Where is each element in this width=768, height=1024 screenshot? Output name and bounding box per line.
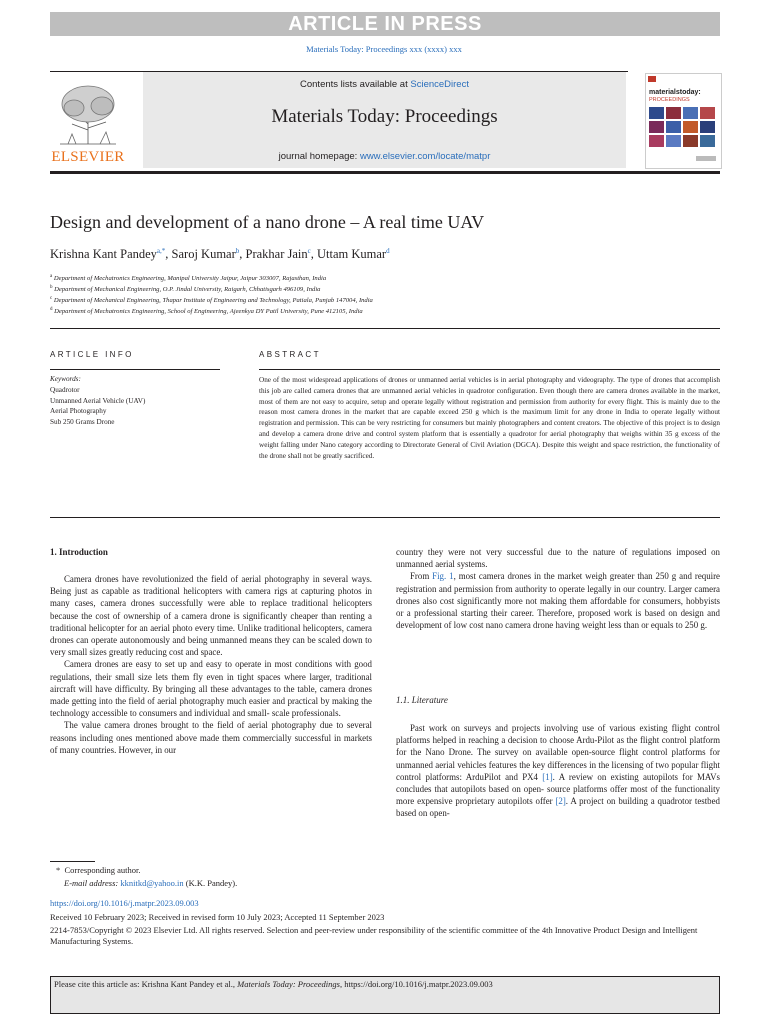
abstract-rule	[259, 369, 720, 370]
affiliation-marker: d	[50, 307, 53, 312]
publisher-wordmark: ELSEVIER	[51, 149, 125, 165]
paragraph: Camera drones are easy to set up and easy to operate in most conditions with good regulations, their small size lets them fly even in tight spaces where larger, traditional aircraft will have difficulty. By bringing all these advantages to the table, camera drones made getting into the field of aerial photography much easier and practical by making the technology accessible to consumers and individual and small- scale professionals.	[50, 659, 372, 719]
article-in-press-banner: ARTICLE IN PRESS	[50, 12, 720, 36]
paragraph: The value camera drones brought to the field of aerial photography due to several reasons including ones mentioned above made them commercially successful in markets of many countries. However, in our	[50, 720, 372, 755]
keyword: Aerial Photography	[50, 407, 107, 416]
affiliation-item	[50, 274, 326, 282]
reference-1-link[interactable]: [1]	[542, 771, 553, 782]
text-run: . A project on building a quadrotor testbed based on open-	[396, 796, 720, 819]
cover-title-1: materialstoday:	[649, 89, 701, 96]
reference-2-link[interactable]: [2]	[555, 796, 566, 807]
literature-column	[396, 722, 720, 820]
affiliation-text: Department of Mechanical Engineering, O.P. Jindal University, Raigarh, Chhatisgarh 496109, India	[54, 286, 321, 294]
email-note	[64, 878, 237, 888]
cite-suffix: , https://doi.org/10.1016/j.matpr.2023.09.003	[339, 979, 493, 989]
author-name: Krishna Kant Pandey	[50, 247, 157, 262]
corresponding-author-note	[56, 865, 141, 875]
sciencedirect-link[interactable]: ScienceDirect	[410, 79, 469, 90]
email-label: E-mail address:	[64, 878, 121, 888]
affiliation-marker: a	[50, 274, 53, 279]
corresponding-text: Corresponding author.	[64, 865, 141, 875]
doi-line	[50, 898, 199, 908]
asterisk-marker: *	[56, 865, 65, 875]
cover-title-2: PROCEEDINGS	[649, 97, 690, 103]
copyright-notice: 2214-7853/Copyright © 2023 Elsevier Ltd. All rights reserved. Selection and peer-review under responsibility of the scientific committee of the 4th Innovative Product Design and Intelligent Manufacturing Systems.	[50, 925, 698, 946]
keywords-label: Keywords:	[50, 375, 81, 383]
figure-1-link[interactable]: Fig. 1	[432, 571, 454, 582]
footnote-rule	[50, 861, 95, 862]
article-info-rule	[50, 369, 220, 370]
affiliation-marker: b	[50, 285, 53, 290]
keyword: Quadrotor	[50, 385, 80, 394]
author-affiliation-marker[interactable]: a,*	[156, 247, 166, 255]
author-affiliation-marker[interactable]: c	[307, 247, 311, 255]
contents-line	[143, 79, 626, 90]
keyword: Sub 250 Grams Drone	[50, 418, 115, 427]
keywords-block	[50, 374, 145, 428]
text-run: , most camera drones in the market weigh greater than 250 g and require registration and permission from authority to operate legally in our country. Larger camera drones also cost significantly more not making them affordable for consumers, hobbyists or a professional starting their career. Therefore, proposed work is based on design and development of low cost nano camera drone having weight less than or equals to 250 g.	[396, 571, 720, 631]
left-column	[50, 573, 372, 756]
abstract-bottom-rule	[50, 517, 720, 518]
author-name: Uttam Kumar	[317, 247, 387, 262]
journal-homepage-line	[143, 151, 626, 162]
received-dates: Received 10 February 2023; Received in revised form 10 July 2023; Accepted 11 September 2023	[50, 912, 385, 922]
article-title: Design and development of a nano drone – A real time UAV	[50, 212, 485, 232]
contents-prefix: Contents lists available at	[300, 79, 411, 90]
affiliation-text: Department of Mechanical Engineering, Thapar Institute of Engineering and Technology, Patiala, Punjab 147004, India	[53, 297, 373, 305]
header-divider	[50, 328, 720, 329]
doi-link[interactable]: https://doi.org/10.1016/j.matpr.2023.09.003	[50, 898, 199, 908]
author-affiliation-marker[interactable]: d	[386, 247, 390, 255]
literature-heading: 1.1. Literature	[396, 695, 448, 705]
affiliation-item	[50, 307, 363, 315]
article-info-heading: ARTICLE INFO	[50, 350, 134, 359]
affiliation-text: Department of Mechatronics Engineering, School of Engineering, Ajeenkya DY Patil University, Pune 412105, India	[54, 308, 363, 316]
paragraph	[396, 570, 720, 631]
keyword: Unmanned Aerial Vehicle (UAV)	[50, 396, 146, 405]
journal-reference: Materials Today: Proceedings xxx (xxxx) xxx	[306, 44, 462, 54]
email-link[interactable]: kknitkd@yahoo.in	[120, 878, 184, 888]
paragraph	[396, 722, 720, 820]
author-name: Prakhar Jain	[245, 247, 308, 262]
author-affiliation-marker[interactable]: b	[235, 247, 240, 255]
abstract-text: One of the most widespread applications of drones or unmanned aerial vehicles is in aerial photography and videography. The type of drones that accomplish this job are called camera drones that are unmanned aerial vehicles in quadrotor configuration. Even though there are camera drones available in the market, most of them are not easy to acquire, setup and operate legally without registration and permission from authority for every flight. This is mainly due to the reason most camera drones in the market that are capable exceed 250 g which is the maximum limit for any drone in India to operate legally without registration and permission. This can be very restricting for consumers but mainly photographers and content creators. The objective of this project is to design and develop a camera drone drive and control system platform that is essentially a quadrotor for aerial photography that weighs within 35 g excess of the weight falling under Nano category according to Directorate General of Civil Aviation (DGCA). Despite this weight and space restriction, the functionality of the drone shall not be greatly sacrificed.	[259, 376, 720, 460]
paragraph: Camera drones have revolutionized the field of aerial photography in several ways. Being just as capable as traditional helicopters with camera rigs at capturing photos in many cases, camera drones successfully were able to replace traditional helicopters because the cost of ownership of a camera drone is significantly cheaper than renting a traditional helicopter for an aerial photo every time. Unlike traditional helicopters, camera drones can operate autonomously and being unmanned means they can be scaled down to very small sizes greatly reducing cost and space.	[50, 574, 372, 658]
affiliation-marker: c	[50, 296, 53, 301]
text-run: . A review on existing autopilots for MAVs concludes that autopilots based on open- source platforms offer most of the functionality more expensive proprietary autopilots offer	[396, 771, 720, 807]
affiliation-item	[50, 296, 373, 304]
abstract-heading: ABSTRACT	[259, 350, 321, 359]
homepage-prefix: journal homepage:	[278, 151, 360, 162]
cite-prefix: Please cite this article as: Krishna Kant Pandey et al.,	[54, 979, 238, 989]
affiliation-item	[50, 285, 320, 293]
text-run: From	[410, 571, 433, 582]
right-column	[396, 546, 720, 631]
cover-image	[646, 74, 721, 168]
introduction-heading: 1. Introduction	[50, 547, 108, 557]
journal-title: Materials Today: Proceedings	[271, 106, 498, 127]
paragraph: country they were not very successful due to the nature of regulations imposed on unmanned aerial systems.	[396, 547, 720, 570]
email-suffix: (K.K. Pandey).	[183, 878, 238, 888]
journal-homepage-link[interactable]: www.elsevier.com/locate/matpr	[359, 151, 491, 162]
journal-cover-thumbnail	[645, 73, 722, 169]
author-name: Saroj Kumar	[171, 247, 236, 262]
text-run: Past work on surveys and projects involving use of various existing flight control platforms helped in reaching a decision to choose Ardu-Pilot as the flight control platform for the Nano Drone. The survey on available open-source flight control platforms for unmanned aerial vehicles features the key differences in the licensing of two popular flight control platforms: ArduPilot and PX4	[396, 723, 720, 782]
masthead-bottom-rule	[50, 171, 720, 174]
cite-journal: Materials Today: Proceedings	[237, 979, 340, 989]
author-list: Krishna Kant Pandey$^{a,*}$, Saroj Kumar$^b$, Prakhar Jain$^c$, Uttam Kumar$^d$	[50, 247, 390, 262]
citation-text	[54, 979, 493, 989]
affiliation-text: Department of Mechatronics Engineering, Manipal University Jaipur, Jaipur 303007, Rajasthan, India	[53, 275, 327, 283]
